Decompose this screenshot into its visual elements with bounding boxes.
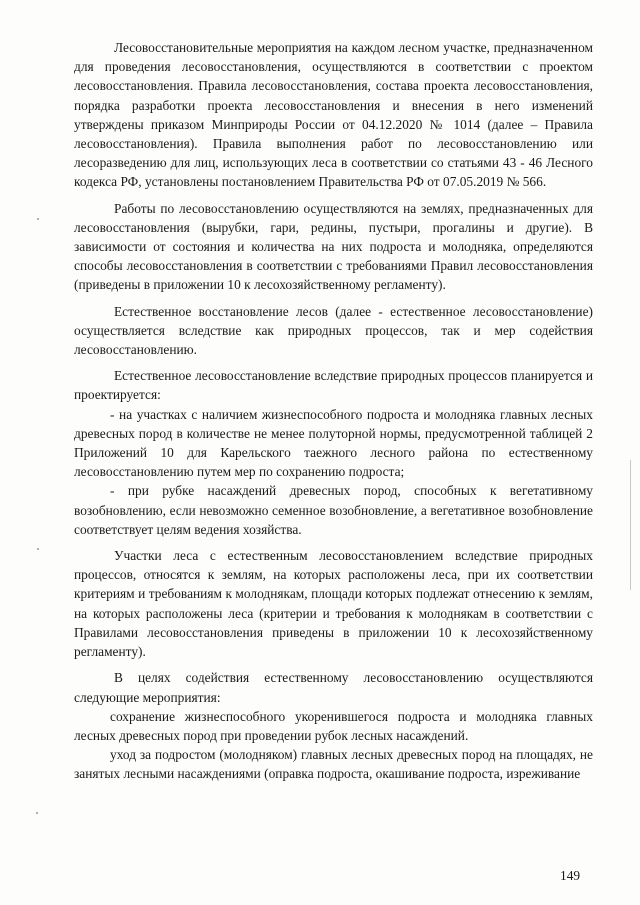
scan-dot <box>36 812 38 814</box>
list-item-undergrowth-care: уход за подростом (молодняком) главных лесных древесных пород на площадях, не занятых лесными насаждениями (оправка подроста, окашивание подроста, изреживание <box>74 747 593 782</box>
scan-edge-mark <box>630 460 631 590</box>
paragraph-assistance-measures: В целях содействия естественному лесовосстановлению осуществляются следующие мероприятия: <box>74 670 593 705</box>
paragraph-reforestation-works: Работы по лесовосстановлению осуществляются на землях, предназначенных для лесовосстановления (вырубки, гари, редины, пустыри, прогалины и другие). В зависимости от состояния и количества на них подроста и молодняка, определяются способы лесовосстановления в соответствии с требованиями Правил лесовосстановления (приведены в приложении 10 к лесохозяйственному регламенту). <box>74 200 593 293</box>
list-item-undergrowth-areas: - на участках с наличием жизнеспособного подроста и молодняка главных лесных древесных пород в количестве не менее полуторной нормы, предусмотренной таблицей 2 Приложений 10 для Карельского таежного лесного района по естественному лесовосстановлению путем мер по сохранению подроста; <box>74 406 593 480</box>
scan-dot <box>37 218 39 220</box>
scan-dot <box>37 548 39 550</box>
paragraph-natural-processes: Естественное лесовосстановление вследствие природных процессов планируется и проектируется: <box>74 368 593 403</box>
paragraph-reforestation-measures: Лесовосстановительные мероприятия на каждом лесном участке, предназначенном для проведения лесовосстановления, осуществляются в соответствии с проектом лесовосстановления. Правила лесовосстановления, состава проекта лесовосстановления, порядка разработки проекта лесовосстановления и внесения в него изменений утверждены приказом Минприроды России от 04.12.2020 № 1014 (далее – Правила лесовосстановления). Правила выполнения работ по лесовосстановлению или лесоразведению для лиц, использующих леса в соответствии со статьями 43 - 46 Лесного кодекса РФ, установлены постановлением Правительства РФ от 07.05.2019 № 566. <box>74 40 593 190</box>
document-body <box>74 38 593 784</box>
paragraph-forest-land-sites: Участки леса с естественным лесовосстановлением вследствие природных процессов, относятся к землям, на которых расположены леса, при их соответствии критериям и требованиям к молоднякам, площади которых подлежат отнесению к землям, на которых расположены леса (критерии и требования к молоднякам в соответствии с Правилами лесовосстановления приведены в приложении 10 к лесохозяйственному регламенту). <box>74 548 593 660</box>
list-item-preserve-undergrowth: сохранение жизнеспособного укоренившегося подроста и молодняка главных лесных древесных пород при проведении рубок лесных насаждений. <box>74 708 593 743</box>
list-item-vegetative-renewal: - при рубке насаждений древесных пород, способных к вегетативному возобновлению, если невозможно семенное возобновление, а вегетативное возобновление соответствует целям ведения хозяйства. <box>74 483 593 537</box>
paragraph-natural-restoration: Естественное восстановление лесов (далее - естественное лесовосстановление) осуществляется вследствие как природных процессов, так и мер содействия лесовосстановлению. <box>74 303 593 358</box>
page-number: 149 <box>560 868 581 883</box>
